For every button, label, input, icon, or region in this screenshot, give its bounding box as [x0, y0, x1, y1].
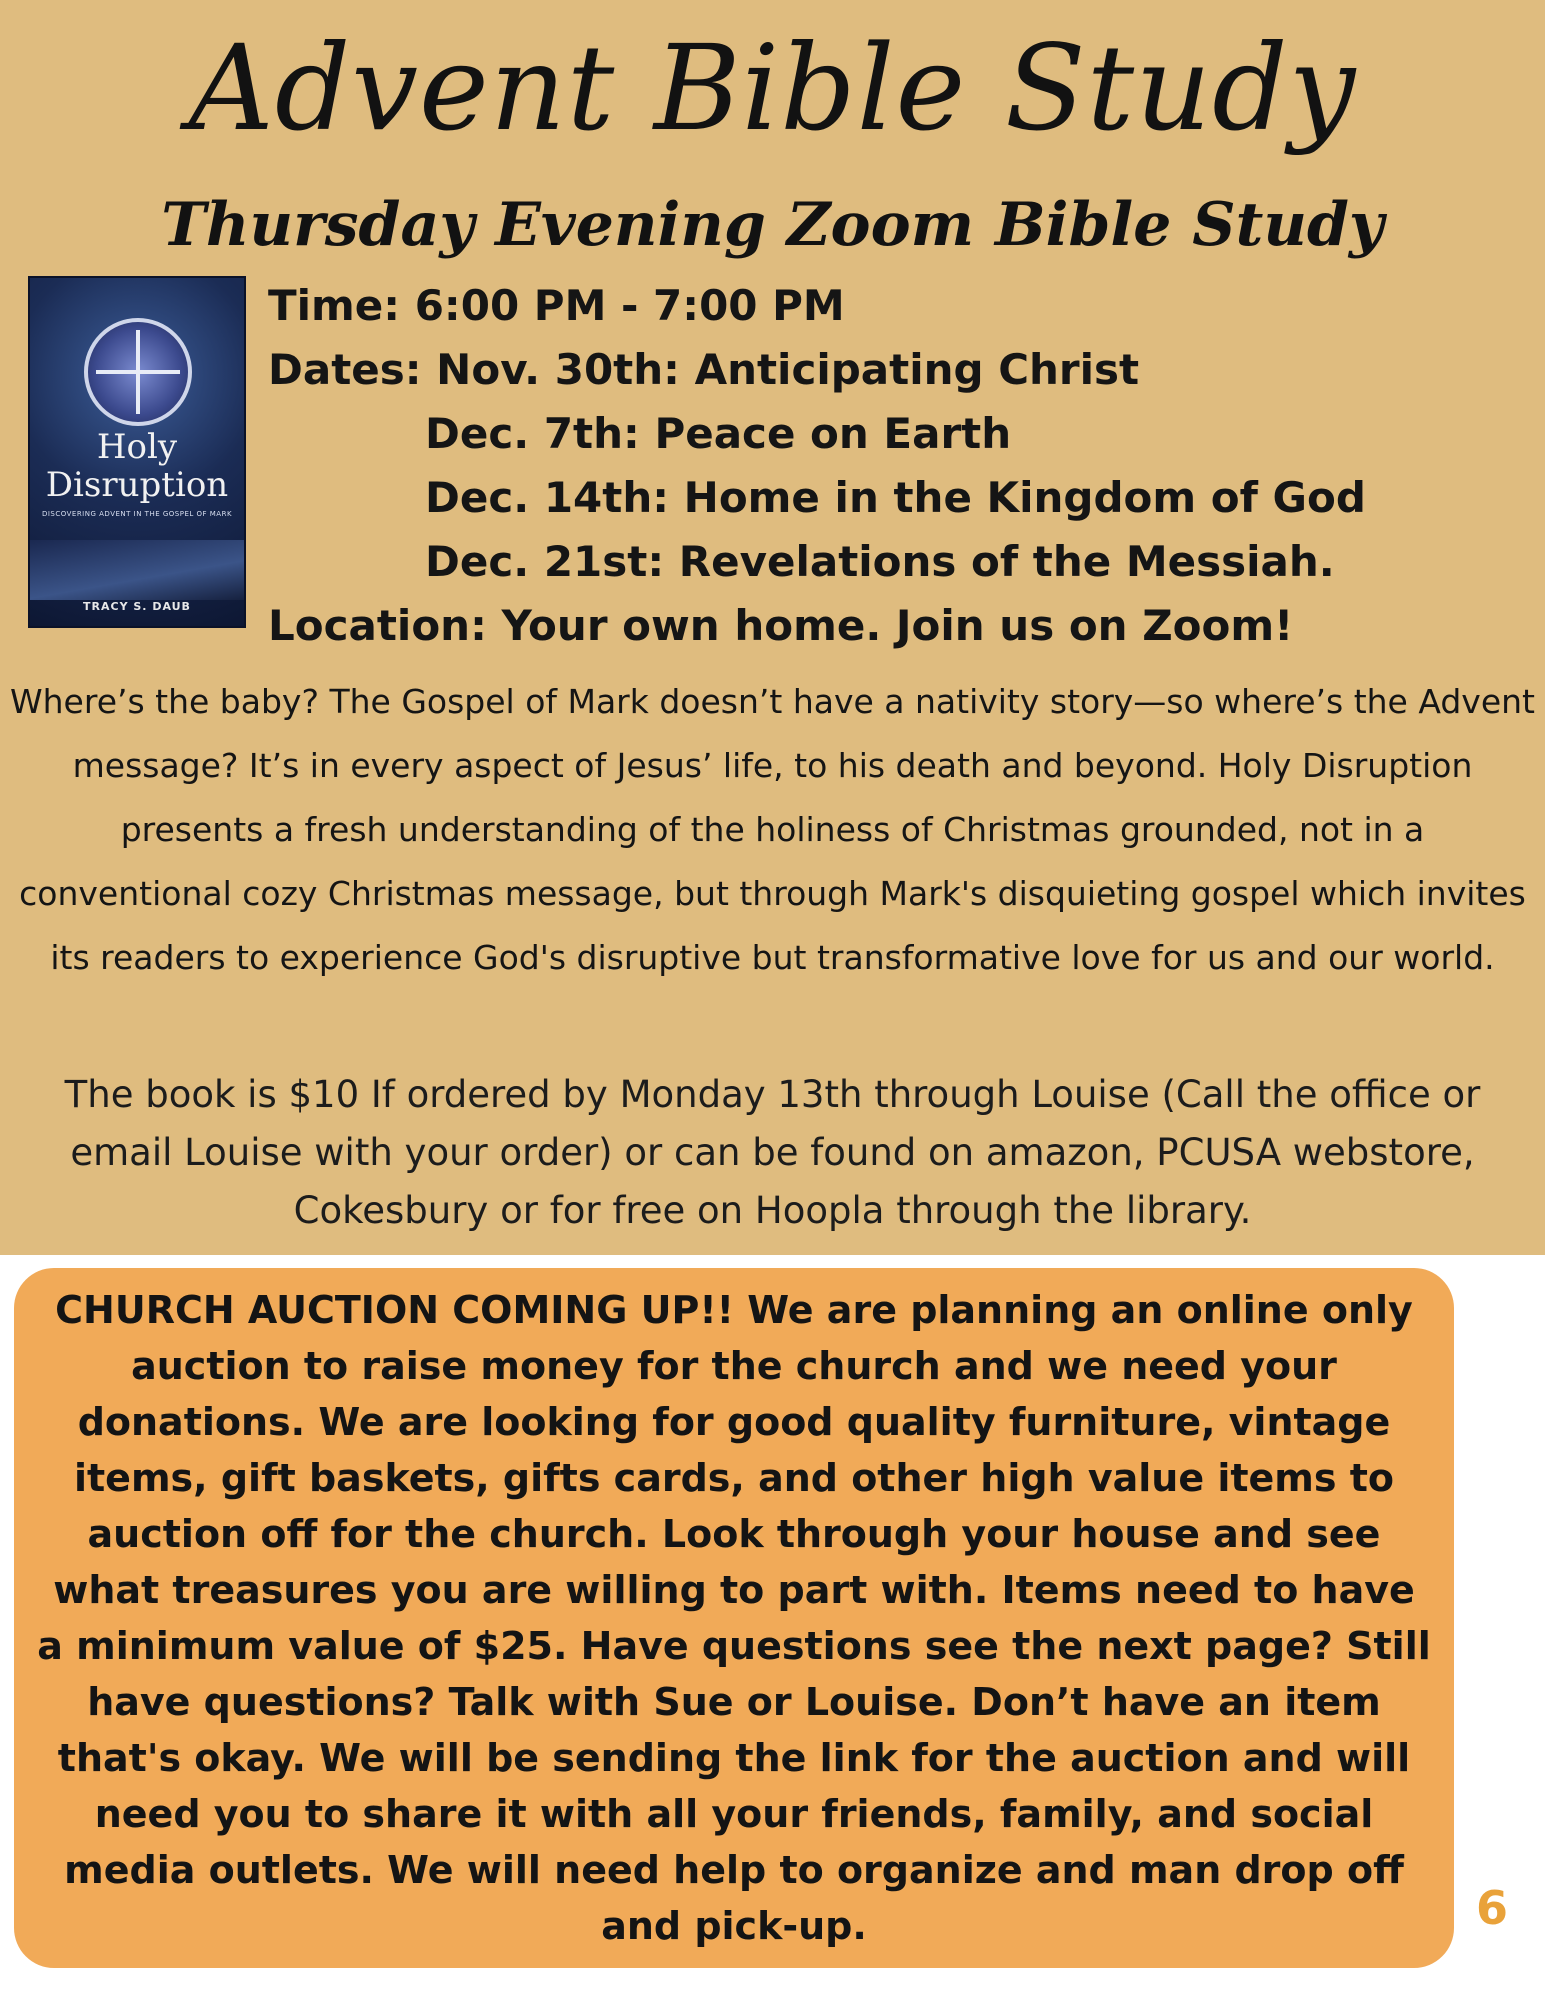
book-pricing-info: The book is $10 If ordered by Monday 13th through Louise (Call the office or email Louise with your order) or can be found on amazon, PCUSA webstore, Cokesbury or for free on Hoopla through the library.: [64, 1073, 1481, 1232]
study-location: Location: Your own home. Join us on Zoom!: [268, 601, 1294, 650]
study-details: [268, 274, 1528, 658]
auction-announcement-text: CHURCH AUCTION COMING UP!! We are planning an online only auction to raise money for the church and we need your donations. We are looking for good quality furniture, vintage items, gift baskets, gifts cards, and other high value items to auction off for the church. Look through your house and see what treasures you are willing to part with. Items need to have a minimum value of $25. Have questions see the next page? Still have questions? Talk with Sue or Louise. Don’t have an item that's okay. We will be sending the link for the auction and will need you to share it with all your friends, family, and social media outlets. We will need help to organize and man drop off and pick-up.: [37, 1288, 1431, 1948]
compass-star-icon: [84, 318, 192, 426]
study-time: Time: 6:00 PM - 7:00 PM: [268, 281, 845, 330]
page-title: Advent Bible Study: [188, 19, 1357, 157]
book-cover-subtitle: DISCOVERING ADVENT IN THE GOSPEL OF MARK: [41, 510, 233, 518]
study-date-2: Dec. 7th: Peace on Earth: [425, 409, 1012, 458]
study-date-3: Dec. 14th: Home in the Kingdom of God: [425, 473, 1366, 522]
book-cover-image: [28, 276, 246, 628]
page-number: 6: [1475, 1881, 1508, 1935]
page-subtitle: Thursday Evening Zoom Bible Study: [161, 190, 1384, 260]
book-cover-landscape: [30, 540, 244, 600]
book-cover-author: TRACY S. DAUB: [83, 600, 191, 613]
book-cover-title: Holy Disruption: [45, 427, 229, 505]
study-date-4: Dec. 21st: Revelations of the Messiah.: [425, 537, 1335, 586]
auction-announcement: [14, 1268, 1454, 1968]
book-description: Where’s the baby? The Gospel of Mark doesn’t have a nativity story—so where’s the Advent message? It’s in every aspect of Jesus’ life, to his death and beyond. Holy Disruption presents a fresh understanding of the holiness of Christmas grounded, not in a conventional cozy Christmas message, but through Mark's disquieting gospel which invites its readers to experience God's disruptive but transformative love for us and our world.: [10, 682, 1535, 977]
study-date-1: Dates: Nov. 30th: Anticipating Christ: [268, 345, 1140, 394]
